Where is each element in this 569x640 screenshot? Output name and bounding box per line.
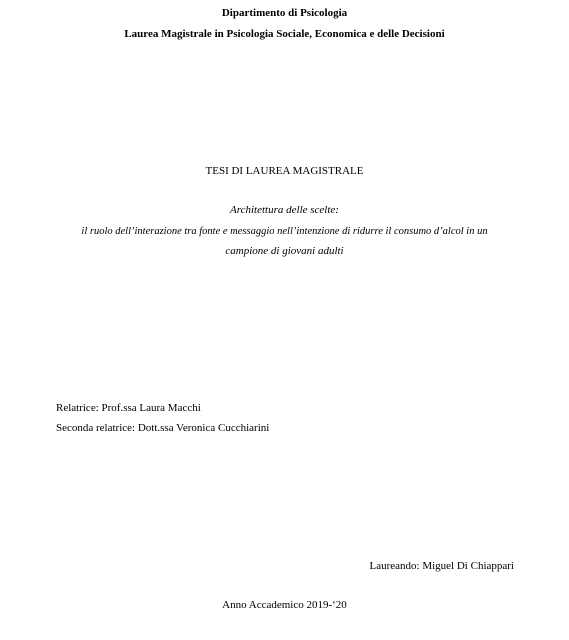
co-supervisor: Seconda relatrice: Dott.ssa Veronica Cucchiarini [56, 422, 270, 434]
academic-year: Anno Accademico 2019-‘20 [222, 599, 347, 611]
thesis-title: Architettura delle scelte: [230, 204, 339, 216]
degree-heading: Laurea Magistrale in Psicologia Sociale, Economica e delle Decisioni [124, 28, 445, 40]
candidate-name: Laureando: Miguel Di Chiappari [369, 560, 514, 572]
supervisor: Relatrice: Prof.ssa Laura Macchi [56, 402, 201, 414]
thesis-subtitle-line-1: il ruolo dell’interazione tra fonte e messaggio nell’intenzione di ridurre il consumo d’alcol in un [81, 226, 488, 237]
department-heading: Dipartimento di Psicologia [221, 7, 348, 19]
thesis-type: TESI DI LAUREA MAGISTRALE [205, 165, 364, 177]
thesis-subtitle-line-2: campione di giovani adulti [225, 245, 344, 257]
